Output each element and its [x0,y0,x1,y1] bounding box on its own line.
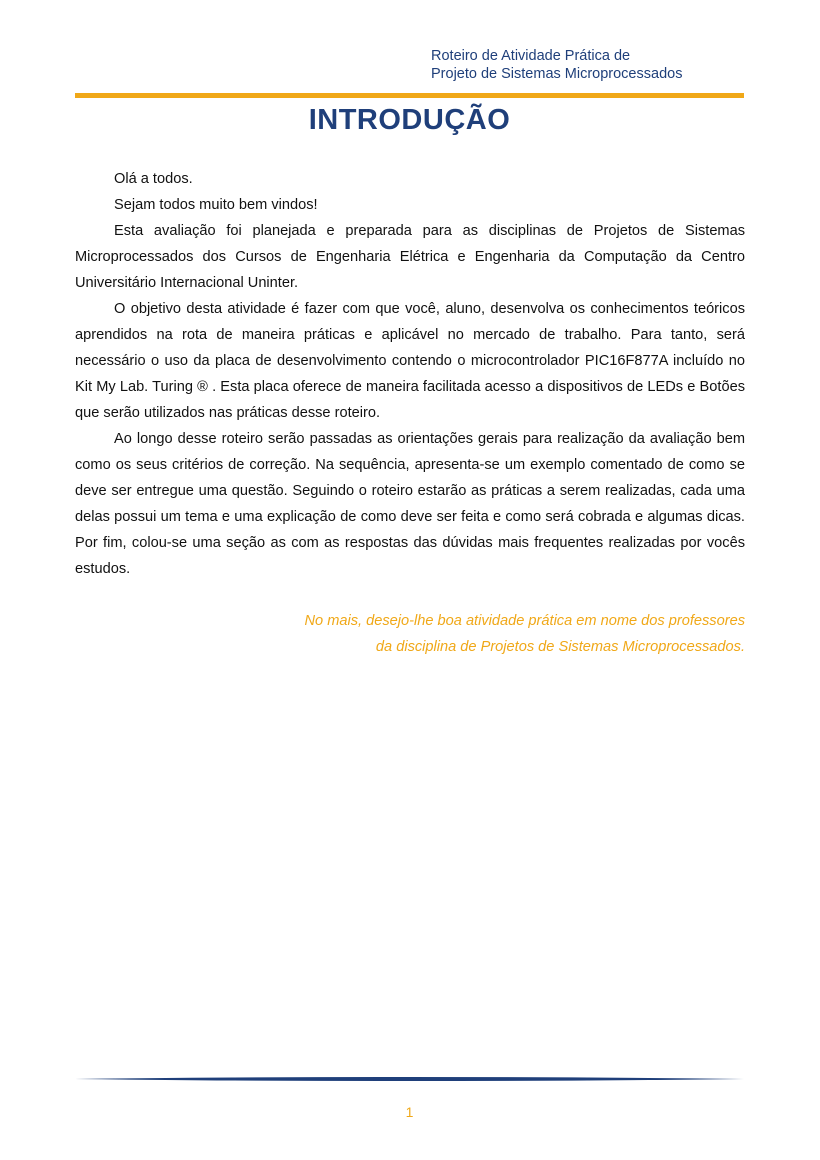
header-line-1: Roteiro de Atividade Prática de [431,48,631,64]
header-rule [75,93,744,98]
page-title: INTRODUÇÃO [308,104,511,136]
running-header [431,47,682,83]
page-number: 1 [405,1104,414,1120]
paragraph-purpose: Esta avaliação foi planejada e preparada para as disciplinas de Projetos de Sistemas Microprocessados dos Cursos de Engenharia Elétrica e Engenharia da Computação da Centro Universitário Internacional Uninter. [75,223,745,291]
header-line-2: Projeto de Sistemas Microprocessados [431,66,683,82]
paragraph-objective: O objetivo desta atividade é fazer com que você, aluno, desenvolva os conhecimentos teóricos aprendidos na rota de maneira práticas e aplicável no mercado de trabalho. Para tanto, será necessário o uso da placa de desenvolvimento contendo o microcontrolador PIC16F877A incluído no Kit My Lab. Turing ® . Esta placa oferece de maneira facilitada acesso a dispositivos de LEDs e Botões que serão utilizados nas práticas desse roteiro. [75,301,745,421]
closing-remark [75,608,745,660]
footer-rule [75,1076,744,1082]
paragraph-overview: Ao longo desse roteiro serão passadas as orientações gerais para realização da avaliação bem como os seus critérios de correção. Na sequência, apresenta-se um exemplo comentado de como se deve ser entregue uma questão. Seguindo o roteiro estarão as práticas a serem realizadas, cada uma delas possui um tema e uma explicação de como deve ser feita e como será cobrada e algumas dicas. Por fim, colou-se uma seção as com as respostas das dúvidas mais frequentes realizadas por vocês estudos. [75,431,745,577]
closing-line-2: da disciplina de Projetos de Sistemas Microprocessados. [375,639,745,655]
body-text [75,166,745,582]
paragraph-greeting: Olá a todos. [114,171,193,187]
closing-line-1: No mais, desejo-lhe boa atividade prática em nome dos professores [304,613,745,629]
paragraph-welcome: Sejam todos muito bem vindos! [114,197,318,213]
